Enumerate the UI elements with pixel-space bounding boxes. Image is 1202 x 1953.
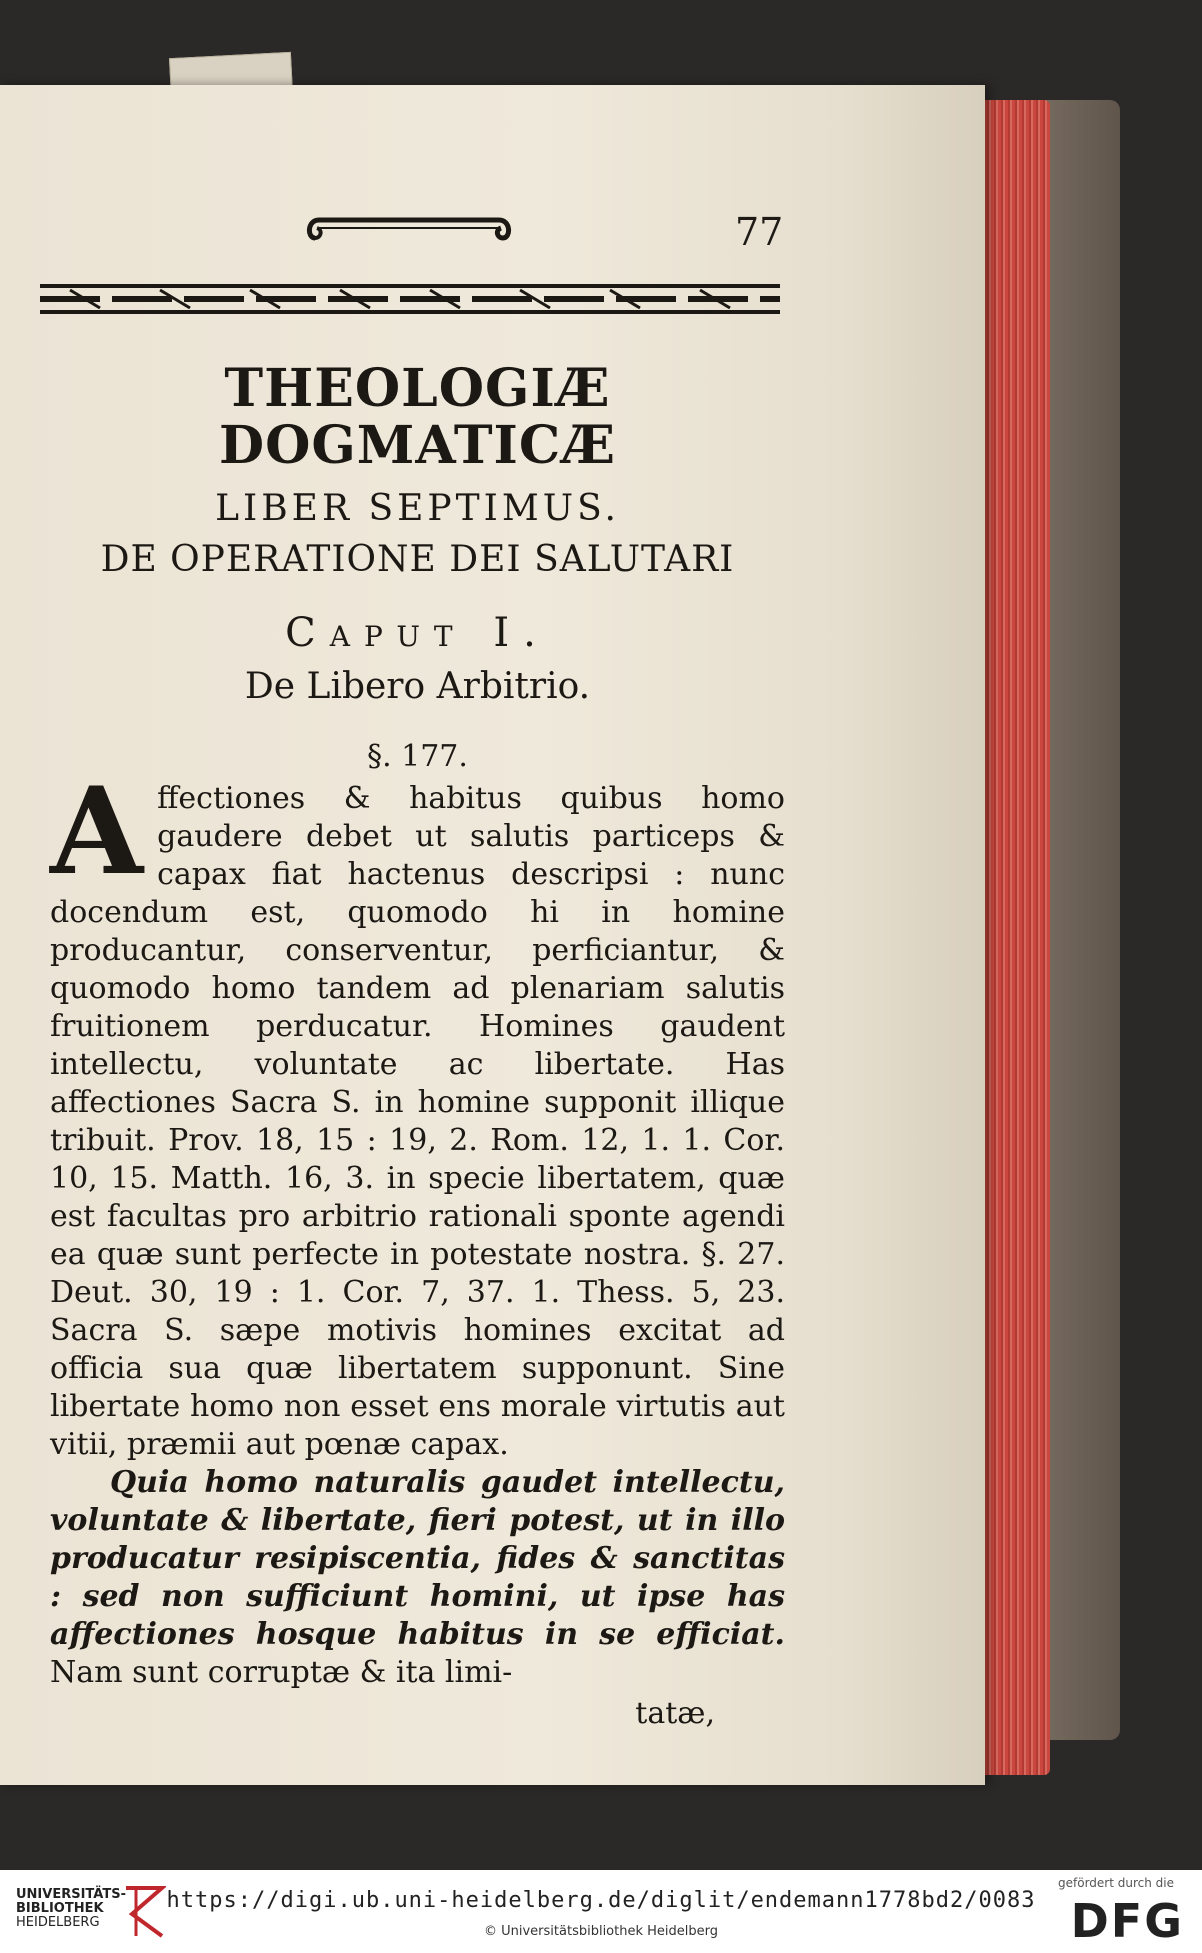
book-subtitle: LIBER SEPTIMUS. [215, 488, 620, 530]
ornamental-rule [40, 282, 780, 316]
chapter-title: De Libero Arbitrio. [244, 666, 591, 708]
book-title: THEOLOGIÆ DOGMATICÆ [218, 358, 617, 477]
header-ornament [305, 210, 513, 248]
library-line-2: BIBLIOTHEK [16, 1901, 104, 1916]
catchword: tatæ, [635, 1696, 715, 1732]
page-text [50, 360, 785, 1731]
drop-cap: A [50, 761, 144, 903]
page-number: 77 [735, 210, 784, 254]
paragraph-continuation: Nam sunt corruptæ & ita limi- [50, 1655, 513, 1691]
section-number: §. 177. [367, 739, 468, 775]
dfg-logo: DFG [1070, 1894, 1184, 1948]
library-line-3: HEIDELBERG [16, 1915, 100, 1930]
part-title: DE OPERATIONE DEI SALUTARI [100, 539, 735, 581]
funding-caption: gefördert durch die [1058, 1876, 1174, 1890]
copyright-notice: © Universitätsbibliothek Heidelberg [483, 1924, 718, 1939]
body-paragraph-2 [50, 1464, 785, 1692]
italic-thesis: Quia homo naturalis gaudet intellectu, voluntate & libertate, fieri potest, ut in illo producatur resipiscentia, fides & sanctitas : sed non sufficiunt homini, ut ipse has affectiones hosque habitus in se efficiat. [50, 1465, 785, 1653]
body-paragraph [50, 761, 785, 1464]
chapter-heading: Caput I. [285, 610, 550, 657]
library-line-1: UNIVERSITÄTS- [16, 1887, 126, 1902]
permalink-url[interactable]: https://digi.ub.uni-heidelberg.de/diglit/endemann1778bd2/0083 [166, 1888, 1036, 1913]
viewer-footer [0, 1870, 1202, 1953]
paragraph-text: ffectiones & habitus quibus homo gaudere debet ut salutis particeps & capax fiat hactenus descripsi : nunc docendum est, quomodo hi in homine producantur, conserventur, perficiantur, & quomodo homo tandem ad plenariam salutis fruitionem perducatur. Homines gaudent intellectu, voluntate ac libertate. Has affectiones Sacra S. in homine supponit illique tribuit. Prov. 18, 15 : 19, 2. Rom. 12, 1. 1. Cor. 10, 15. Matth. 16, 3. in specie libertatem, quæ est facultas pro arbitrio rationali sponte agendi ea quæ sunt perfecte in potestate nostra. §. 27. Deut. 30, 19 : 1. Cor. 7, 37. 1. Thess. 5, 23. Sacra S. sæpe motivis homines excitat ad officia sua quæ libertatem supponunt. Sine libertate homo non esset ens morale virtutis aut vitii, præmii aut pœnæ capax. [50, 781, 785, 1463]
